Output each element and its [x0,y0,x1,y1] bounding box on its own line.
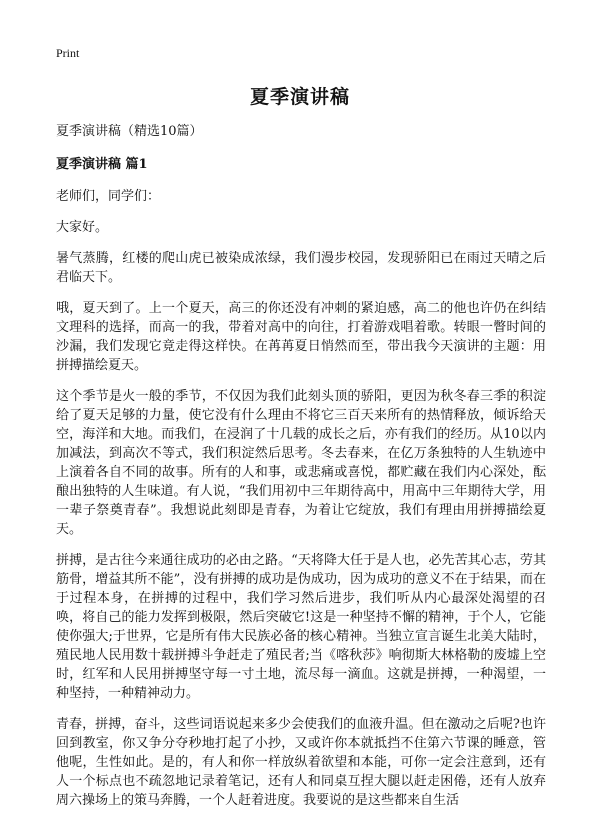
document-body [56,122,546,822]
paragraph: 哦，夏天到了。上一个夏天，高三的你还没有冲刺的紧迫感，高二的他也许仍在纠结文理科的选择，而高一的我，带着对高中的向往，打着游戏唱着歌。转眼一瞥时间的沙漏，我们发现它竟走得这样快。在苒苒夏日悄然而至，带出我今天演讲的主题：用拼搏描绘夏天。 [56,301,546,373]
print-link[interactable]: Print [56,46,80,60]
paragraph-hello: 大家好。 [56,220,109,235]
paragraph: 这个季节是火一般的季节，不仅因为我们此刻头顶的骄阳，更因为秋冬春三季的积淀给了夏天足够的力量，使它没有什么理由不将它三百天来所有的热情释放，倾诉给天空，海洋和大地。而我们，在浸润了十几载的成长之后，亦有我们的经历。从10以内加减法，到高次不等式，我们积淀然后思考。冬去春来，在亿万条独特的人生轨迹中上演着各自不同的故事。所有的人和事，或悲痛或喜悦，都贮藏在我们内心深处，酝酿出独特的人生味道。有人说，“我们用初中三年期待高中，用高中三年期待大学，用一辈子祭奠青春”。我想说此刻即是青春，为着让它绽放，我们有理由用拼搏描绘夏天。 [56,389,546,537]
document-subtitle: 夏季演讲稿（精选10篇） [56,124,203,139]
page-title: 夏季演讲稿 [249,86,350,108]
paragraph: 拼搏，是古往今来通往成功的必由之路。“天将降大任于是人也，必先苦其心志，劳其筋骨，增益其所不能”，没有拼搏的成功是伪成功，因为成功的意义不在于结果，而在于过程本身，在拼搏的过程中，我们学习然后进步，我们听从内心最深处渴望的召唤，将自己的能力发挥到极限，然后突破它!这是一种坚持不懈的精神，于个人，它能使你强大;于世界，它是所有伟大民族必备的核心精神。当独立宣言诞生北美大陆时，殖民地人民用数十载拼搏斗争赶走了殖民者;当《喀秋莎》响彻斯大林格勒的废墟上空时，红军和人民用拼搏坚守每一寸土地，流尽每一滴血。这就是拼搏，一种渴望，一种坚持，一种精神动力。 [56,553,546,701]
paragraph: 暑气蒸腾，红楼的爬山虎已被染成浓绿，我们漫步校园，发现骄阳已在雨过天晴之后君临天下。 [56,251,546,285]
paragraph-greeting: 老师们，同学们： [56,189,161,204]
section-heading: 夏季演讲稿 篇1 [56,157,148,172]
paragraph: 青春，拼搏，奋斗，这些词语说起来多少会使我们的血液升温。但在激动之后呢?也许回到教室，你又争分夺秒地打起了小抄，又或许你本就抵挡不住第六节课的睡意，管他呢，生性如此。是的，有人和你一样放纵着欲望和本能，可你一定会注意到，还有人一个标点也不疏忽地记录着笔记，还有人和同桌互捏大腿以赶走困倦，还有人放弃周六操场上的策马奔腾，一个人赶着进度。我要说的是这些都来自生活 [56,717,546,808]
